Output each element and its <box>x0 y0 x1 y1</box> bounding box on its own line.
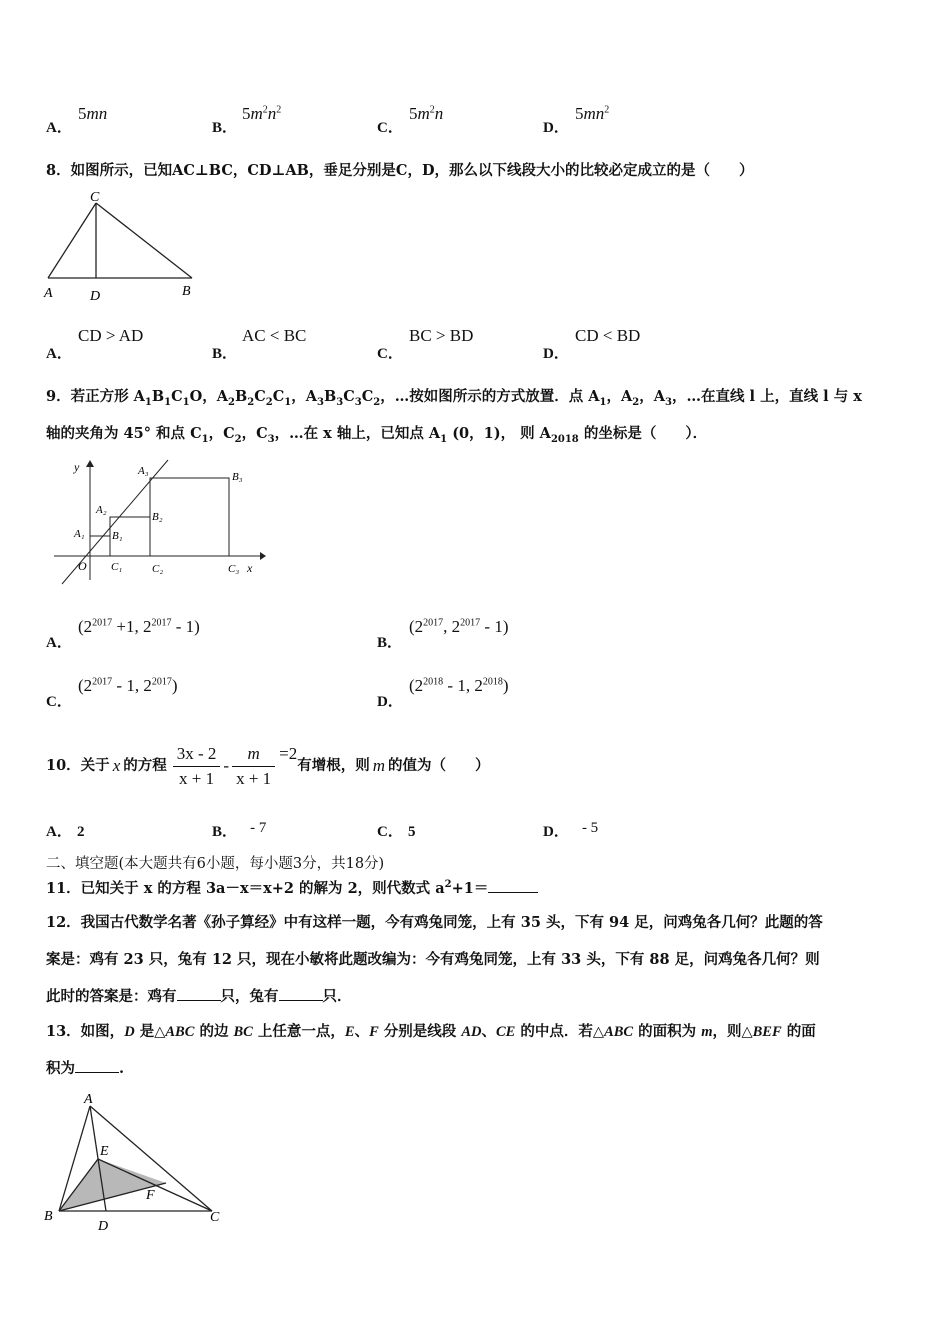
shaded-triangle-bef <box>59 1159 166 1211</box>
q9-option-c[interactable] <box>46 676 178 711</box>
option-label: B． <box>212 120 238 136</box>
segment-bc <box>96 203 192 278</box>
q10-option-a[interactable] <box>46 820 84 841</box>
label-c2: C₂ <box>152 563 164 575</box>
option-label: A． <box>46 635 72 651</box>
option-label: A． <box>46 346 72 362</box>
q10-option-c[interactable] <box>377 820 415 841</box>
option-expr: BC > BD <box>409 326 474 345</box>
option-expr: $5m^2n^2$ <box>242 104 282 123</box>
option-label: B． <box>212 346 238 362</box>
option-expr: $5mn^2$ <box>575 104 610 123</box>
option-expr: 5mn <box>78 104 108 123</box>
q10-var-x: x <box>112 756 121 775</box>
label-b: B <box>182 284 191 299</box>
q8-option-a[interactable] <box>46 326 144 363</box>
option-expr: ($2^{2017}$, $2^{2017} - 1$) <box>409 617 509 636</box>
q12-line2: 案是：鸡有 23 只，兔有 12 只，现在小敏将此题改编为：今有鸡兔同笼，上有 33 头，下有 88 足，问鸡兔各几何？则 <box>46 951 820 968</box>
option-label: D． <box>543 824 569 840</box>
label-b2: B₂ <box>152 511 163 523</box>
option-label: A． <box>46 824 72 840</box>
q8-option-d[interactable] <box>543 326 641 363</box>
q7-option-d[interactable] <box>543 104 610 137</box>
q10-options <box>46 818 866 844</box>
q7-option-b[interactable] <box>212 104 282 137</box>
q9-option-b[interactable] <box>377 617 509 652</box>
fraction-numerator: m <box>232 742 275 767</box>
q12-line1: 12．我国古代数学名著《孙子算经》中有这样一题，今有鸡兔同笼，上有 35 头，下有 94 足，问鸡兔各几何？此题的答 <box>46 914 823 931</box>
fraction-denominator: x + 1 <box>179 768 215 788</box>
q10-stem <box>46 734 490 798</box>
label-f: F <box>146 1188 155 1203</box>
label-b1: B₁ <box>112 530 123 542</box>
label-a: A <box>44 286 53 301</box>
q9-figure <box>48 455 273 585</box>
option-expr: ($2^{2018} - 1$, $2^{2018}$) <box>409 676 509 695</box>
q10-minus: - <box>223 756 230 775</box>
q9-line1: 9．若正方形 $A_1B_1C_1O$，$A_2B_2C_2C_1$，$A_3B_3C_3C_2$，…按如图所示的方式放置．点 $A_1$，$A_2$，$A_3$，…在直线 l 上，直线 l 与 x <box>46 388 862 408</box>
option-label: B． <box>212 824 238 840</box>
option-label: C． <box>377 346 403 362</box>
q10-suffix-2: 的值为（ ） <box>388 757 490 774</box>
q10-fraction-1 <box>173 742 221 791</box>
q7-options <box>46 106 866 138</box>
label-x: x <box>247 561 253 575</box>
label-c: C <box>210 1210 220 1225</box>
q10-equals: =2 <box>279 744 298 763</box>
option-expr: CD < BD <box>575 326 641 345</box>
label-a3: A₃ <box>138 465 149 477</box>
q9-line2: 轴的夹角为 45° 和点 $C_1$，$C_2$，$C_3$，…在 x 轴上，已知点 $A_1$ (0，1)， 则 $A_{2018}$ 的坐标是（ ）． <box>46 425 708 445</box>
label-b: B <box>44 1209 53 1224</box>
q13-line2: 积为 . <box>46 1060 125 1077</box>
label-d: D <box>98 1219 109 1233</box>
q12-line3: 此时的答案是：鸡有 只，兔有 只． <box>46 988 352 1005</box>
q10-suffix-1: 有增根，则 <box>297 757 370 774</box>
q7-option-c[interactable] <box>377 104 444 137</box>
q7-option-a[interactable] <box>46 104 108 137</box>
label-d: D <box>90 289 101 304</box>
option-label: C． <box>46 694 72 710</box>
option-expr: - 5 <box>581 820 599 836</box>
option-label: C． <box>377 824 403 840</box>
label-c1: C₁ <box>111 561 123 573</box>
option-expr: 5 <box>407 824 416 840</box>
q9-options <box>46 617 876 712</box>
option-label: A． <box>46 120 72 136</box>
q10-var-m: m <box>372 756 386 775</box>
q10-option-b[interactable] <box>212 820 266 841</box>
q13-line1: 13．如图，D 是△ABC 的边 BC 上任意一点，E、F 分别是线段 AD、CE 的中点．若△ABC 的面积为 m，则△BEF 的面 <box>46 1023 816 1040</box>
q8-text: 8．如图所示，已知AC⊥BC，CD⊥AB，垂足分别是C，D，那么以下线段大小的比较必定成立的是（ ） <box>46 162 754 179</box>
label-o: O <box>78 559 87 573</box>
label-a: A <box>84 1092 93 1107</box>
option-expr: CD > AD <box>78 326 144 345</box>
option-expr: 2 <box>76 824 85 840</box>
option-label: D． <box>543 120 569 136</box>
fraction-denominator: x + 1 <box>236 768 272 788</box>
q13-figure <box>40 1088 240 1233</box>
option-label: D． <box>377 694 403 710</box>
fraction-numerator: 3x - 2 <box>173 742 221 767</box>
segment-ac <box>48 203 96 278</box>
section2-heading: 二、填空题(本大题共有6小题，每小题3分，共18分) <box>46 856 385 872</box>
q8-options <box>46 326 866 362</box>
label-a2: A₂ <box>96 504 107 516</box>
q8-figure <box>40 185 210 310</box>
y-axis-arrow <box>86 460 94 467</box>
q9-option-d[interactable] <box>377 676 509 711</box>
q11-text: 11．已知关于 x 的方程 3a－x＝x+2 的解为 2，则代数式 $a^2+1=$ <box>46 878 538 900</box>
option-expr: ($2^{2017} - 1$, $2^{2017}$) <box>78 676 178 695</box>
option-expr: $5m^2n$ <box>409 104 444 123</box>
label-c3: C₃ <box>228 563 240 575</box>
q10-option-d[interactable] <box>543 820 598 841</box>
q8-option-b[interactable] <box>212 326 307 363</box>
label-b3: B₃ <box>232 471 243 483</box>
option-expr: AC < BC <box>242 326 307 345</box>
q10-prefix: 10．关于 <box>46 757 110 774</box>
q8-option-c[interactable] <box>377 326 474 363</box>
option-expr: ($2^{2017} +1$, $2^{2017} - 1$) <box>78 617 200 636</box>
label-a1: A₁ <box>74 528 85 540</box>
label-y: y <box>74 460 80 474</box>
q9-option-a[interactable] <box>46 617 200 652</box>
q10-middle: 的方程 <box>123 757 167 774</box>
x-axis-arrow <box>260 552 266 560</box>
option-label: C． <box>377 120 403 136</box>
label-c: C <box>90 190 100 205</box>
option-label: B． <box>377 635 403 651</box>
option-expr: - 7 <box>250 820 267 836</box>
option-label: D． <box>543 346 569 362</box>
q10-fraction-2 <box>232 742 275 791</box>
label-e: E <box>100 1144 109 1159</box>
